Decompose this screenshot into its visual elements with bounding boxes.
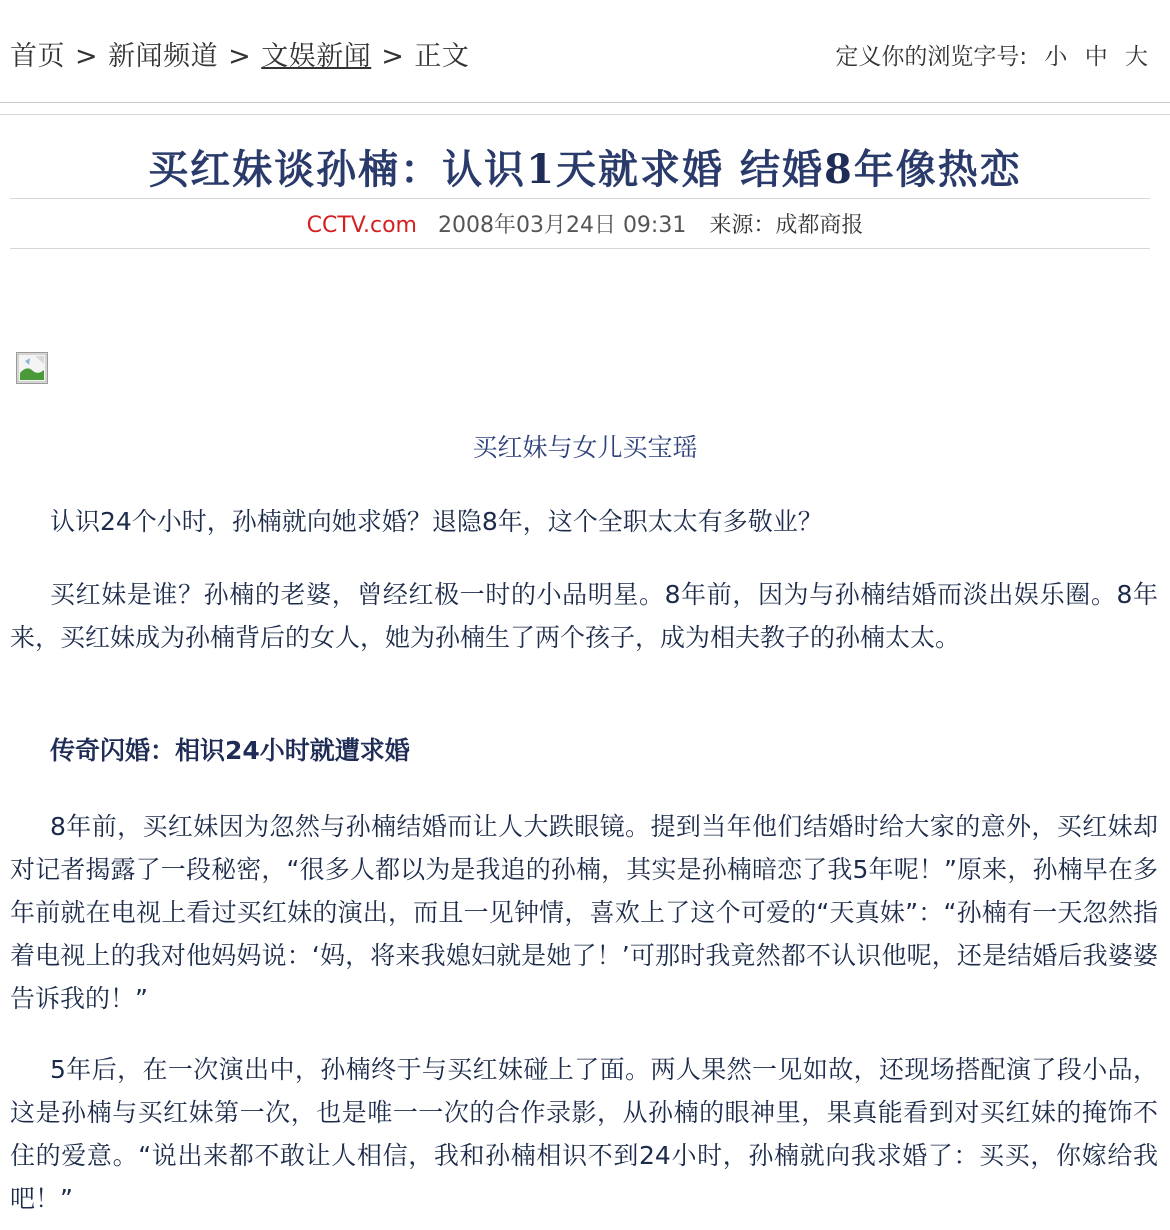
divider: [0, 114, 1170, 115]
site-name: CCTV.com: [306, 213, 417, 238]
title-number: 8: [823, 146, 854, 193]
article-paragraph: 5年后，在一次演出中，孙楠终于与买红妹碰上了面。两人果然一见如故，还现场搭配演了段小品，这是孙楠与买红妹第一次，也是唯一一次的合作录影，从孙楠的眼神里，果真能看到对买红妹的掩饰不住的爱意。“说出来都不敢让人相信，我和孙楠相识不到24小时，孙楠就向我求婚了：买买，你嫁给我吧！”: [10, 1055, 1158, 1213]
article-paragraph: 认识24个小时，孙楠就向她求婚？退隐8年，这个全职太太有多敬业？: [50, 507, 823, 536]
breadcrumb-separator: >: [228, 41, 252, 72]
broken-image-icon-graphic: [17, 353, 47, 383]
top-bar: [0, 0, 1170, 103]
font-size-selector: [835, 38, 1148, 71]
broken-image-icon: [16, 352, 48, 384]
publish-date: 2008年03月24日 09:31: [437, 213, 687, 238]
source-label: 来源：: [709, 213, 776, 238]
source-name: 成都商报: [775, 213, 864, 238]
title-part: 买红妹谈孙楠：认识: [148, 146, 527, 193]
title-part: 年像热恋: [853, 146, 1022, 193]
breadcrumb-separator: >: [75, 41, 99, 72]
breadcrumb-home-link[interactable]: 首页: [10, 41, 65, 72]
title-part: 天就求婚 结婚: [556, 146, 824, 193]
article-title: [0, 138, 1170, 195]
breadcrumb-channel-link[interactable]: 新闻频道: [108, 41, 219, 72]
title-number: 1: [526, 146, 557, 193]
breadcrumb-current: 正文: [414, 41, 470, 72]
article-subheading: 传奇闪婚：相识24小时就遭求婚: [50, 736, 410, 765]
font-size-medium-button[interactable]: 中: [1084, 44, 1108, 70]
article-meta: [0, 208, 1170, 239]
breadcrumb-separator: >: [381, 41, 405, 72]
font-size-label: 定义你的浏览字号:: [835, 44, 1028, 70]
breadcrumb: [10, 34, 469, 73]
font-size-small-button[interactable]: 小: [1044, 44, 1068, 70]
font-size-large-button[interactable]: 大: [1125, 44, 1148, 70]
article-paragraph: 买红妹是谁？孙楠的老婆，曾经红极一时的小品明星。8年前，因为与孙楠结婚而淡出娱乐圈。8年来，买红妹成为孙楠背后的女人，她为孙楠生了两个孩子，成为相夫教子的孙楠太太。: [10, 580, 1158, 652]
divider: [10, 198, 1150, 199]
article-paragraph: 8年前，买红妹因为忽然与孙楠结婚而让人大跌眼镜。提到当年他们结婚时给大家的意外，买红妹却对记者揭露了一段秘密，“很多人都以为是我追的孙楠，其实是孙楠暗恋了我5年呢！”原来，孙楠早在多年前就在电视上看过买红妹的演出，而且一见钟情，喜欢上了这个可爱的“天真妹”：“孙楠有一天忽然指着电视上的我对他妈妈说：‘妈，将来我媳妇就是她了！’可那时我竟然都不认识他呢，还是结婚后我婆婆告诉我的！”: [10, 812, 1158, 1013]
divider: [10, 248, 1150, 249]
image-caption: 买红妹与女儿买宝瑶: [472, 433, 698, 462]
breadcrumb-section-link[interactable]: 文娱新闻: [261, 41, 372, 72]
